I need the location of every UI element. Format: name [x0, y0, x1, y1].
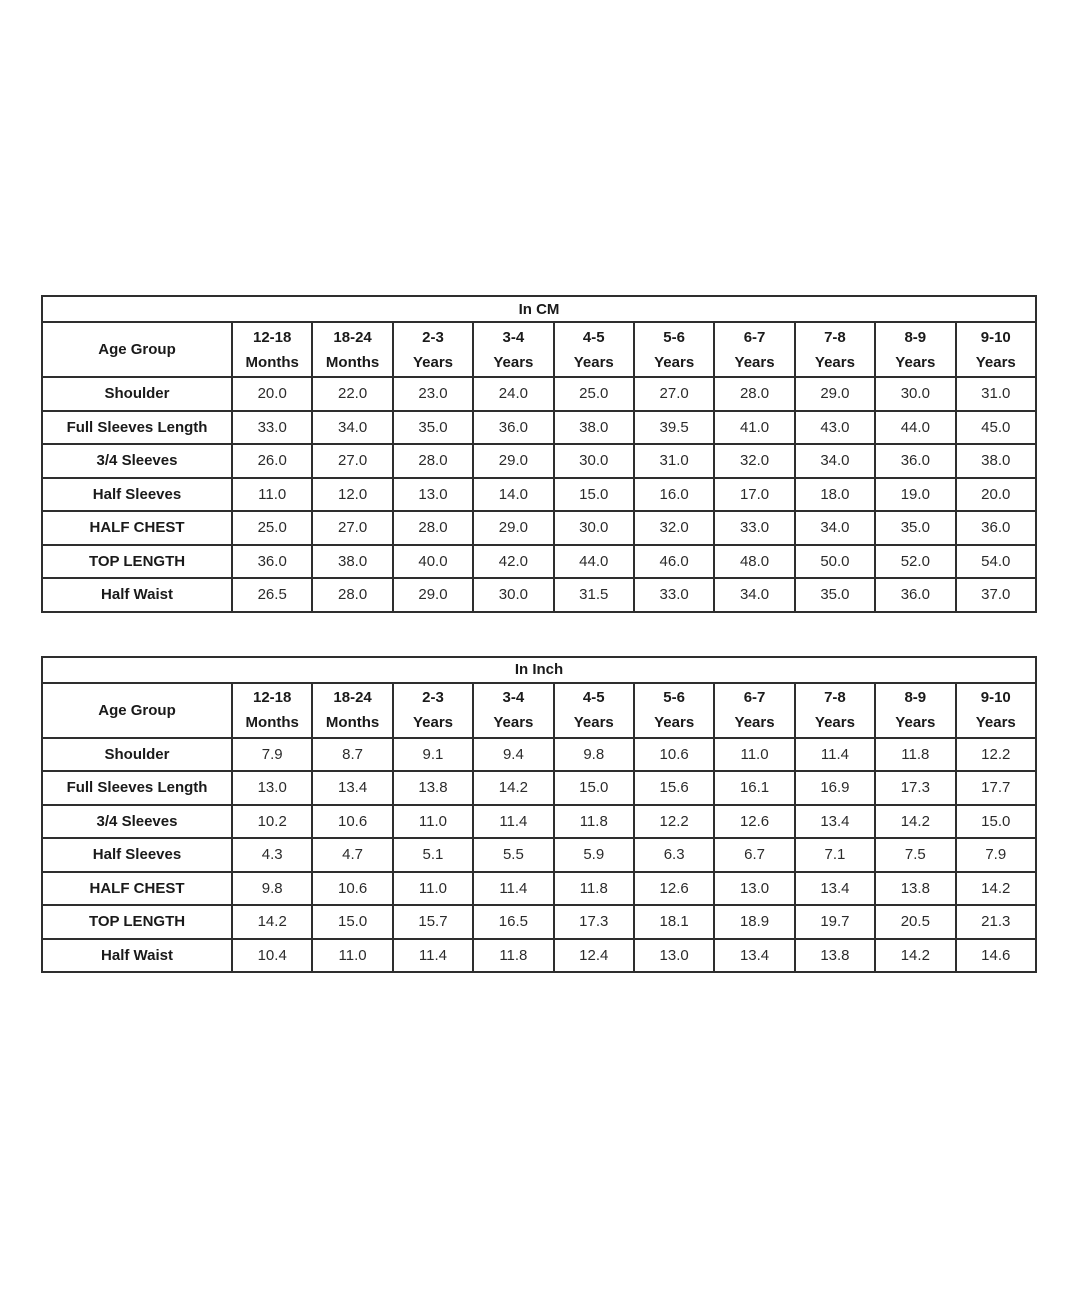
- cell-value: 30.0: [473, 578, 553, 612]
- row-label: Full Sleeves Length: [42, 411, 232, 445]
- column-header-line1: 9-10: [980, 689, 1011, 706]
- cell-value: 11.8: [473, 939, 553, 973]
- cell-value: 17.7: [956, 771, 1036, 805]
- cell-value: 20.0: [232, 377, 312, 411]
- table-title: In Inch: [42, 657, 1036, 683]
- cell-value: 20.5: [875, 905, 955, 939]
- cell-value: 13.0: [232, 771, 312, 805]
- cell-value: 30.0: [554, 444, 634, 478]
- cell-value: 34.0: [795, 511, 875, 545]
- column-header-line1: 8-9: [904, 689, 927, 706]
- cell-value: 11.8: [554, 872, 634, 906]
- table-row: [42, 444, 1036, 478]
- cell-value: 27.0: [312, 444, 392, 478]
- cell-value: 38.0: [554, 411, 634, 445]
- cell-value: 12.0: [312, 478, 392, 512]
- cell-value: 31.0: [956, 377, 1036, 411]
- cell-value: 11.0: [393, 872, 473, 906]
- cell-value: 11.8: [554, 805, 634, 839]
- cell-value: 13.8: [393, 771, 473, 805]
- cell-value: 10.6: [312, 872, 392, 906]
- cell-value: 9.8: [554, 738, 634, 772]
- cell-value: 25.0: [554, 377, 634, 411]
- cell-value: 28.0: [393, 511, 473, 545]
- row-label: Shoulder: [42, 377, 232, 411]
- cell-value: 46.0: [634, 545, 714, 579]
- cell-value: 24.0: [473, 377, 553, 411]
- cell-value: 20.0: [956, 478, 1036, 512]
- cell-value: 37.0: [956, 578, 1036, 612]
- column-header-line1: 7-8: [824, 689, 846, 706]
- cell-value: 5.5: [473, 838, 553, 872]
- cell-value: 28.0: [393, 444, 473, 478]
- table-title: In CM: [42, 296, 1036, 322]
- cell-value: 19.0: [875, 478, 955, 512]
- cell-value: 11.4: [393, 939, 473, 973]
- cell-value: 43.0: [795, 411, 875, 445]
- column-header-line1: 18-24: [333, 689, 372, 706]
- row-label: TOP LENGTH: [42, 905, 232, 939]
- column-header-line2: Years: [734, 353, 775, 371]
- cell-value: 13.8: [875, 872, 955, 906]
- column-header: [232, 683, 312, 738]
- cell-value: 36.0: [875, 444, 955, 478]
- cell-value: 33.0: [232, 411, 312, 445]
- column-header-line2: Months: [325, 714, 380, 731]
- column-header-line2: Years: [412, 714, 453, 731]
- column-header-line1: 2-3: [422, 328, 444, 346]
- column-header-line2: Years: [975, 353, 1016, 371]
- cell-value: 42.0: [473, 545, 553, 579]
- cell-value: 21.3: [956, 905, 1036, 939]
- column-header-line1: 3-4: [502, 689, 525, 706]
- cell-value: 16.5: [473, 905, 553, 939]
- cell-value: 9.4: [473, 738, 553, 772]
- cell-value: 7.9: [956, 838, 1036, 872]
- cell-value: 13.4: [714, 939, 794, 973]
- column-header-line2: Years: [814, 714, 855, 731]
- cell-value: 13.4: [795, 805, 875, 839]
- column-header-line2: Years: [493, 353, 534, 371]
- cell-value: 6.3: [634, 838, 714, 872]
- cell-value: 13.0: [714, 872, 794, 906]
- column-header-line2: Years: [654, 714, 695, 731]
- cell-value: 31.0: [634, 444, 714, 478]
- cell-value: 31.5: [554, 578, 634, 612]
- cell-value: 16.9: [795, 771, 875, 805]
- cell-value: 44.0: [554, 545, 634, 579]
- column-header-line2: Months: [245, 353, 299, 371]
- cell-value: 11.4: [795, 738, 875, 772]
- cell-value: 15.0: [312, 905, 392, 939]
- table-row: [42, 905, 1036, 939]
- column-header: [473, 322, 553, 377]
- cell-value: 13.8: [795, 939, 875, 973]
- size-table-inch: [41, 656, 1037, 974]
- cell-value: 45.0: [956, 411, 1036, 445]
- cell-value: 12.6: [714, 805, 794, 839]
- column-header: [714, 322, 794, 377]
- cell-value: 26.5: [232, 578, 312, 612]
- cell-value: 52.0: [875, 545, 955, 579]
- column-header-line1: 12-18: [253, 328, 292, 346]
- cell-value: 7.9: [232, 738, 312, 772]
- cell-value: 10.4: [232, 939, 312, 973]
- column-header-line2: Years: [975, 714, 1016, 731]
- cell-value: 11.0: [312, 939, 392, 973]
- cell-value: 35.0: [393, 411, 473, 445]
- cell-value: 35.0: [795, 578, 875, 612]
- cell-value: 23.0: [393, 377, 473, 411]
- cell-value: 15.6: [634, 771, 714, 805]
- table-row: [42, 511, 1036, 545]
- cell-value: 9.1: [393, 738, 473, 772]
- cell-value: 14.2: [875, 805, 955, 839]
- column-header-line2: Years: [493, 714, 534, 731]
- size-table-cm: [41, 295, 1037, 613]
- cell-value: 5.9: [554, 838, 634, 872]
- cell-value: 25.0: [232, 511, 312, 545]
- age-group-header: Age Group: [42, 322, 232, 377]
- cell-value: 14.0: [473, 478, 553, 512]
- column-header: [232, 322, 312, 377]
- cell-value: 27.0: [634, 377, 714, 411]
- column-header-line2: Years: [573, 714, 614, 731]
- table-row: [42, 805, 1036, 839]
- cell-value: 17.3: [875, 771, 955, 805]
- cell-value: 48.0: [714, 545, 794, 579]
- cell-value: 33.0: [634, 578, 714, 612]
- cell-value: 12.6: [634, 872, 714, 906]
- cell-value: 29.0: [473, 511, 553, 545]
- column-header-line2: Years: [734, 714, 775, 731]
- row-label: TOP LENGTH: [42, 545, 232, 579]
- cell-value: 7.5: [875, 838, 955, 872]
- column-header: [795, 322, 875, 377]
- cell-value: 29.0: [795, 377, 875, 411]
- cell-value: 30.0: [875, 377, 955, 411]
- table-row: [42, 377, 1036, 411]
- cell-value: 34.0: [795, 444, 875, 478]
- cell-value: 38.0: [956, 444, 1036, 478]
- column-header-line1: 2-3: [422, 689, 444, 706]
- cell-value: 13.0: [393, 478, 473, 512]
- table-title-row: [42, 657, 1036, 683]
- table-row: [42, 545, 1036, 579]
- table-row: [42, 939, 1036, 973]
- row-label: Half Sleeves: [42, 838, 232, 872]
- cell-value: 5.1: [393, 838, 473, 872]
- cell-value: 14.2: [875, 939, 955, 973]
- column-header-line2: Years: [814, 353, 855, 371]
- column-header-line2: Years: [412, 353, 453, 371]
- cell-value: 11.4: [473, 805, 553, 839]
- cell-value: 28.0: [714, 377, 794, 411]
- cell-value: 54.0: [956, 545, 1036, 579]
- cell-value: 19.7: [795, 905, 875, 939]
- cell-value: 32.0: [634, 511, 714, 545]
- cell-value: 26.0: [232, 444, 312, 478]
- cell-value: 11.0: [393, 805, 473, 839]
- column-header: [956, 683, 1036, 738]
- cell-value: 22.0: [312, 377, 392, 411]
- cell-value: 29.0: [393, 578, 473, 612]
- cell-value: 40.0: [393, 545, 473, 579]
- row-label: Half Waist: [42, 578, 232, 612]
- table-row: [42, 838, 1036, 872]
- cell-value: 6.7: [714, 838, 794, 872]
- column-header: [393, 322, 473, 377]
- cell-value: 29.0: [473, 444, 553, 478]
- cell-value: 17.0: [714, 478, 794, 512]
- cell-value: 13.0: [634, 939, 714, 973]
- column-header-line1: 8-9: [904, 328, 927, 346]
- cell-value: 28.0: [312, 578, 392, 612]
- size-chart-sheet: [41, 295, 1037, 973]
- cell-value: 15.0: [956, 805, 1036, 839]
- column-header: [554, 322, 634, 377]
- cell-value: 13.4: [312, 771, 392, 805]
- column-header: [473, 683, 553, 738]
- row-label: Half Sleeves: [42, 478, 232, 512]
- row-label: Full Sleeves Length: [42, 771, 232, 805]
- cell-value: 10.6: [312, 805, 392, 839]
- cell-value: 41.0: [714, 411, 794, 445]
- cell-value: 10.6: [634, 738, 714, 772]
- cell-value: 27.0: [312, 511, 392, 545]
- cell-value: 36.0: [232, 545, 312, 579]
- table-header-row: [42, 683, 1036, 738]
- row-label: 3/4 Sleeves: [42, 444, 232, 478]
- column-header: [634, 683, 714, 738]
- table-row: [42, 578, 1036, 612]
- column-header: [795, 683, 875, 738]
- table-row: [42, 478, 1036, 512]
- cell-value: 14.2: [473, 771, 553, 805]
- cell-value: 50.0: [795, 545, 875, 579]
- cell-value: 4.3: [232, 838, 312, 872]
- cell-value: 7.1: [795, 838, 875, 872]
- cell-value: 16.0: [634, 478, 714, 512]
- column-header-line2: Months: [325, 353, 380, 371]
- cell-value: 17.3: [554, 905, 634, 939]
- cell-value: 44.0: [875, 411, 955, 445]
- column-header-line1: 5-6: [663, 328, 685, 346]
- cell-value: 34.0: [312, 411, 392, 445]
- cell-value: 18.0: [795, 478, 875, 512]
- cell-value: 14.6: [956, 939, 1036, 973]
- cell-value: 10.2: [232, 805, 312, 839]
- column-header-line1: 3-4: [502, 328, 525, 346]
- cell-value: 39.5: [634, 411, 714, 445]
- column-header-line2: Years: [573, 353, 614, 371]
- column-header-line1: 4-5: [582, 689, 605, 706]
- column-header: [312, 683, 392, 738]
- column-header: [554, 683, 634, 738]
- column-header: [634, 322, 714, 377]
- column-header-line2: Years: [654, 353, 695, 371]
- row-label: Shoulder: [42, 738, 232, 772]
- cell-value: 9.8: [232, 872, 312, 906]
- cell-value: 32.0: [714, 444, 794, 478]
- cell-value: 34.0: [714, 578, 794, 612]
- table-row: [42, 872, 1036, 906]
- column-header-line1: 9-10: [980, 328, 1011, 346]
- cell-value: 18.1: [634, 905, 714, 939]
- column-header-line1: 18-24: [333, 328, 372, 346]
- table-row: [42, 411, 1036, 445]
- cell-value: 13.4: [795, 872, 875, 906]
- cell-value: 11.0: [714, 738, 794, 772]
- cell-value: 8.7: [312, 738, 392, 772]
- age-group-header: Age Group: [42, 683, 232, 738]
- column-header-line2: Years: [895, 714, 936, 731]
- cell-value: 15.0: [554, 478, 634, 512]
- cell-value: 38.0: [312, 545, 392, 579]
- table-header-row: [42, 322, 1036, 377]
- row-label: HALF CHEST: [42, 872, 232, 906]
- column-header-line1: 6-7: [743, 328, 766, 346]
- column-header-line1: 5-6: [663, 689, 685, 706]
- cell-value: 14.2: [232, 905, 312, 939]
- column-header-line2: Months: [245, 714, 299, 731]
- table-title-row: [42, 296, 1036, 322]
- column-header-line1: 7-8: [824, 328, 846, 346]
- cell-value: 36.0: [956, 511, 1036, 545]
- column-header: [875, 683, 955, 738]
- column-header-line1: 12-18: [253, 689, 292, 706]
- column-header: [956, 322, 1036, 377]
- row-label: HALF CHEST: [42, 511, 232, 545]
- cell-value: 33.0: [714, 511, 794, 545]
- cell-value: 11.8: [875, 738, 955, 772]
- column-header-line2: Years: [895, 353, 936, 371]
- column-header-line1: 4-5: [582, 328, 605, 346]
- cell-value: 4.7: [312, 838, 392, 872]
- column-header-line1: 6-7: [743, 689, 766, 706]
- row-label: Half Waist: [42, 939, 232, 973]
- cell-value: 11.4: [473, 872, 553, 906]
- cell-value: 18.9: [714, 905, 794, 939]
- cell-value: 16.1: [714, 771, 794, 805]
- table-row: [42, 771, 1036, 805]
- cell-value: 14.2: [956, 872, 1036, 906]
- column-header: [312, 322, 392, 377]
- cell-value: 30.0: [554, 511, 634, 545]
- column-header: [393, 683, 473, 738]
- cell-value: 36.0: [875, 578, 955, 612]
- cell-value: 12.2: [634, 805, 714, 839]
- cell-value: 11.0: [232, 478, 312, 512]
- cell-value: 12.4: [554, 939, 634, 973]
- cell-value: 35.0: [875, 511, 955, 545]
- column-header: [875, 322, 955, 377]
- column-header: [714, 683, 794, 738]
- table-row: [42, 738, 1036, 772]
- cell-value: 15.0: [554, 771, 634, 805]
- cell-value: 36.0: [473, 411, 553, 445]
- row-label: 3/4 Sleeves: [42, 805, 232, 839]
- cell-value: 12.2: [956, 738, 1036, 772]
- cell-value: 15.7: [393, 905, 473, 939]
